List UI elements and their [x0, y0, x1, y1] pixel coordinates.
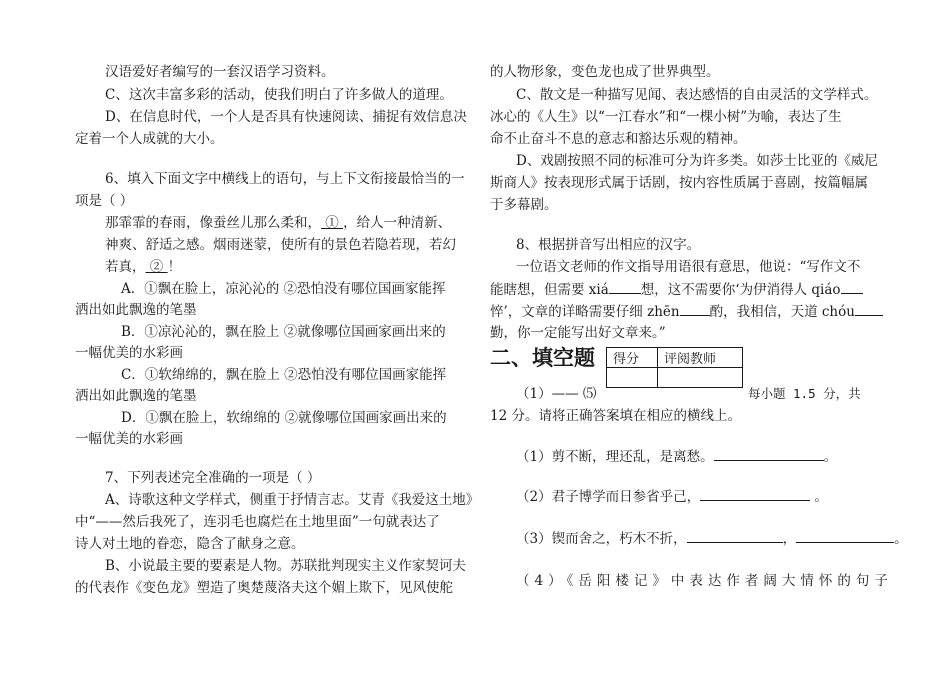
q7-option-d-line3: 于多幕剧。 — [490, 197, 558, 213]
q7-stem: 7、下列表述完全准确的一项是（ ） — [105, 470, 321, 486]
q7-option-c-line2: 冰心的《人生》以“一江春水”和“一棵小树”为喻，表达了生 — [490, 109, 842, 125]
q5-option-d-line2: 定着一个人成就的大小。 — [75, 131, 224, 147]
q8-text: 想，这不需要你‘为伊消得人 qiáo — [640, 282, 841, 298]
q6-blank-1: ① — [321, 215, 344, 231]
fill-item-3 — [516, 528, 908, 549]
q6-option-a-cont: 洒出如此飘逸的笔墨 — [75, 302, 197, 318]
q6-option-c: C．①软绵绵的，飘在脸上 ②恐怕没有哪位国画家能挥 — [121, 367, 447, 383]
q6-passage-line2: 神爽、舒适之感。烟雨迷蒙，使所有的景色若隐若现，若幻 — [105, 237, 456, 253]
q6-passage-text: ，给人一种清新、 — [343, 215, 452, 231]
fill-item-text: （3）锲而舍之，朽木不折， — [516, 531, 687, 547]
q8-blank-qiao[interactable] — [841, 279, 863, 294]
q7-option-a-line3: 诗人对土地的眷恋，隐含了献身之意。 — [75, 536, 305, 552]
section-instruction-score: 每小题 1.5 分，共 — [748, 386, 861, 401]
q7-option-a-line2: 中“——然后我死了，连羽毛也腐烂在土地里面”一句就表达了 — [75, 514, 440, 530]
q6-option-c-cont: 洒出如此飘逸的笔墨 — [75, 388, 197, 404]
fill-item-2 — [516, 486, 828, 507]
q7-option-c-line1: C、散文是一种描写见闻、表达感悟的自由灵活的文学样式。 — [516, 87, 878, 103]
q7-option-b-line2: 的代表作《变色龙》塑造了奥楚蔑洛夫这个媚上欺下，见风使舵 — [75, 580, 453, 596]
fill-item-punct: 。 — [894, 531, 908, 547]
q5-option-c: C、这次丰富多彩的活动，使我们明白了许多做人的道理。 — [105, 87, 453, 103]
q6-passage-text: ！ — [167, 259, 182, 275]
q7-option-a-line1: A、诗歌这种文学样式，侧重于抒情言志。艾青《我爱这土地》 — [105, 492, 480, 508]
q8-stem: 8、根据拼音写出相应的汉字。 — [516, 237, 701, 253]
grader-label: 评阅教师 — [658, 348, 743, 368]
score-table — [606, 347, 743, 388]
q6-blank-2: ② — [145, 259, 168, 275]
q8-text: 悴’，文章的详略需要仔细 zhēn — [490, 304, 680, 320]
q6-option-b: B．①凉沁沁的，飘在脸上 ②就像哪位国画家画出来的 — [121, 324, 446, 340]
q7-option-d-line1: D、戏剧按照不同的标准可分为许多类。如莎士比亚的《威尼 — [516, 153, 878, 169]
q8-text: 能瞎想，但需要 xiá — [490, 282, 609, 298]
q8-blank-chou[interactable] — [855, 301, 883, 316]
fill-item-punct: 。 — [810, 489, 828, 505]
section-instruction-range: （1）—— ⑸ — [516, 386, 597, 402]
q6-passage-text: 若真， — [105, 259, 146, 275]
q8-text-line4: 勤，你一定能写出好文章来。” — [490, 325, 666, 341]
q8-blank-zhen[interactable] — [680, 301, 710, 316]
section-instruction-line2: 12 分。请将正确答案填在相应的横线上。 — [490, 408, 741, 424]
q6-passage-line3 — [105, 257, 181, 277]
q8-blank-xia[interactable] — [609, 279, 641, 294]
fill-blank-1[interactable] — [714, 446, 824, 461]
q8-text-line3 — [490, 301, 883, 322]
fill-item-punct: 。 — [823, 449, 838, 465]
fill-item-4: （4）《岳阳楼记》中表达作者阔大情怀的句子 — [516, 573, 893, 589]
section-title: 二、填空题 — [490, 346, 595, 370]
q7-option-b-tail: 的人物形象，变色龙也成了世界典型。 — [490, 64, 720, 80]
q6-passage-text: 那霏霏的春雨，像蚕丝儿那么柔和， — [105, 215, 321, 231]
fill-blank-3a[interactable] — [687, 528, 783, 543]
q6-option-d-cont: 一幅优美的水彩画 — [75, 431, 183, 447]
q6-passage-line1 — [105, 213, 451, 233]
q8-text-line2 — [490, 279, 863, 300]
score-cell[interactable] — [607, 368, 658, 388]
q8-text: 酌，我相信，天道 chóu — [709, 304, 855, 320]
fill-item-text: （1）剪不断，理还乱，是离愁。 — [516, 449, 714, 465]
q8-text-line1: 一位语文老师的作文指导用语很有意思，他说：“写作文不 — [516, 259, 861, 275]
q6-option-a: A．①飘在脸上，凉沁沁的 ②恐怕没有哪位国画家能挥 — [121, 281, 446, 297]
q6-option-d: D．①飘在脸上，软绵绵的 ②就像哪位国画家画出来的 — [121, 410, 447, 426]
q6-stem-line2: 项是（ ） — [75, 193, 134, 209]
q5-option-b-tail: 汉语爱好者编写的一套汉语学习资料。 — [105, 64, 335, 80]
q7-option-d-line2: 斯商人》按表现形式属于话剧，按内容性质属于喜剧，按篇幅属 — [490, 175, 868, 191]
fill-item-1 — [516, 446, 837, 467]
q7-option-b-line1: B、小说最主要的要素是人物。苏联批判现实主义作家契诃夫 — [105, 558, 466, 574]
fill-blank-2[interactable] — [700, 486, 810, 501]
fill-blank-3b[interactable] — [796, 528, 894, 543]
q7-option-c-line3: 命不止奋斗不息的意志和豁达乐观的精神。 — [490, 131, 747, 147]
q6-stem-line1: 6、填入下面文字中横线上的语句，与上下文衔接最恰当的一 — [105, 171, 465, 187]
q5-option-d-line1: D、在信息时代，一个人是否具有快速阅读、捕捉有效信息决 — [105, 109, 467, 125]
fill-item-text: （2）君子博学而日参省乎己， — [516, 489, 701, 505]
grader-cell[interactable] — [658, 368, 743, 388]
fill-item-punct: ， — [782, 531, 797, 547]
score-label: 得分 — [607, 348, 658, 368]
q6-option-b-cont: 一幅优美的水彩画 — [75, 345, 183, 361]
